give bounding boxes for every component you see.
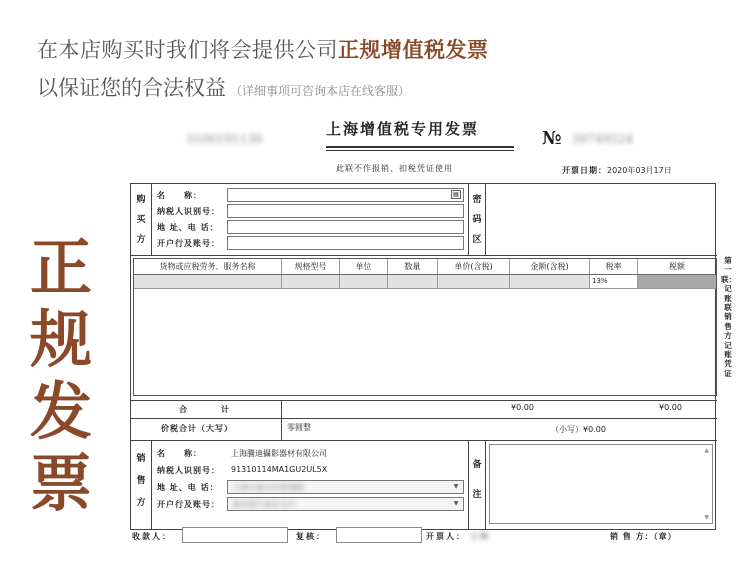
item-unit-cell[interactable]	[340, 275, 388, 289]
buyer-taxid-label: 纳税人识别号：	[157, 206, 220, 216]
title-underline	[326, 146, 514, 148]
buyer-address-field[interactable]	[227, 220, 464, 234]
password-side-text: 密码区	[472, 195, 482, 245]
items-table	[133, 258, 717, 396]
banner-line-2-main: 以保证您的合法权益	[37, 76, 226, 100]
invoice-code: 3100191130	[186, 132, 263, 146]
banner-line-1-plain: 在本店购买时我们将会提供公司	[37, 38, 338, 62]
total-label: 合 计	[179, 404, 235, 414]
checker-field[interactable]	[336, 527, 422, 543]
divider	[281, 418, 282, 440]
big-vertical-title	[30, 232, 100, 520]
col-header-spec: 规格型号	[282, 259, 340, 274]
buyer-address-label: 地 址、电 话：	[157, 222, 219, 232]
items-header	[134, 259, 716, 275]
chevron-down-icon[interactable]: ▼	[453, 483, 459, 490]
issuer-value: 王晓	[470, 531, 490, 541]
seller-bank-label: 开户行及账号：	[157, 499, 220, 509]
item-rate-cell[interactable]: 13%	[590, 275, 638, 289]
divider	[485, 184, 486, 256]
sum-small-label: （小写）	[551, 425, 583, 434]
scroll-down-icon[interactable]: ▼	[704, 514, 709, 521]
checker-label: 复核：	[296, 531, 326, 541]
seller-address-label: 地 址、电 话：	[157, 482, 219, 492]
seller-side-text: 销售方	[136, 454, 146, 508]
sum-small	[551, 424, 606, 435]
buyer-section	[131, 184, 717, 256]
scroll-up-icon[interactable]: ▲	[704, 447, 709, 454]
payee-label: 收款人：	[132, 531, 172, 541]
seller-bank-field[interactable]	[227, 497, 464, 511]
col-header-price: 单价(含税)	[438, 259, 510, 274]
remark-side-label	[469, 450, 485, 510]
buyer-taxid-field[interactable]	[227, 204, 464, 218]
col-header-name: 货物或应税劳务、服务名称	[134, 259, 282, 274]
banner-line-2	[37, 72, 410, 102]
buyer-bank-label: 开户行及账号：	[157, 238, 220, 248]
seller-address-field[interactable]	[227, 480, 464, 494]
item-row[interactable]	[134, 275, 716, 289]
buyer-side-text: 购买方	[136, 195, 146, 245]
seller-address-value: 上海市嘉定区陈翔路	[232, 483, 304, 492]
item-name-cell[interactable]	[134, 275, 282, 289]
divider	[131, 418, 717, 419]
invoice-frame	[130, 183, 716, 530]
divider	[151, 184, 152, 256]
seller-stamp-label: 销 售 方：（章）	[610, 531, 677, 541]
col-header-tax: 税额	[669, 262, 685, 271]
invoice-date	[562, 165, 672, 176]
divider	[281, 400, 282, 418]
seller-section	[131, 440, 717, 530]
item-qty-cell[interactable]	[388, 275, 438, 289]
banner-line-1	[37, 34, 489, 64]
item-amount-cell[interactable]	[510, 275, 590, 289]
col-header-qty: 数量	[388, 259, 438, 274]
big-char-1: 正	[30, 231, 93, 304]
banner-line-1-emphasis: 正规增值税发票	[338, 38, 489, 62]
invoice-number: 39749524	[572, 132, 634, 146]
divider	[485, 440, 486, 530]
divider	[151, 440, 152, 530]
invoice-title: 上海增值税专用发票	[326, 120, 480, 138]
number-symbol: №	[542, 128, 562, 149]
side-note: 第一联：记账联 销售方记账凭证	[721, 256, 740, 378]
invoice-subtitle: 此联不作报销、扣税凭证使用	[336, 164, 453, 173]
sum-words: 零圆整	[287, 423, 311, 432]
seller-taxid-value: 91310114MA1GU2UL5X	[231, 465, 328, 474]
sum-label: 价税合计（大写）	[161, 423, 233, 433]
chevron-down-icon[interactable]: ▼	[453, 500, 459, 507]
item-spec-cell[interactable]	[282, 275, 340, 289]
seller-name-label: 名 称：	[157, 448, 202, 458]
big-char-3: 发	[30, 375, 93, 448]
total-tax: ¥0.00	[659, 403, 682, 412]
big-char-4: 票	[30, 447, 93, 520]
invoice-sample	[126, 110, 740, 550]
password-side-label	[469, 190, 485, 250]
big-char-2: 规	[30, 303, 93, 376]
remark-side-text: 备注	[472, 460, 482, 500]
seller-name-value: 上海騰迪攝影器材有限公司	[231, 449, 327, 458]
payee-field[interactable]	[182, 527, 288, 543]
seller-side-label	[133, 448, 149, 514]
buyer-name-field[interactable]	[227, 188, 464, 202]
date-label: 开票日期：	[562, 165, 607, 175]
buyer-side-label	[133, 190, 149, 250]
col-header-amount: 金额(含税)	[510, 259, 590, 274]
banner-line-2-note: （详细事项可咨询本店在线客服）	[230, 84, 411, 98]
divider	[131, 400, 717, 401]
item-tax-cell	[638, 275, 716, 289]
title-underline-thin	[326, 150, 514, 151]
remark-textarea[interactable]	[489, 444, 713, 524]
buyer-name-label: 名 称：	[157, 190, 202, 200]
lookup-icon[interactable]: ▤	[451, 190, 461, 199]
total-amount: ¥0.00	[511, 403, 534, 412]
buyer-bank-field[interactable]	[227, 236, 464, 250]
issuer-label: 开票人：	[426, 531, 466, 541]
seller-taxid-label: 纳税人识别号：	[157, 465, 220, 475]
col-header-rate: 税率	[590, 259, 638, 274]
item-price-cell[interactable]	[438, 275, 510, 289]
sum-small-value: ¥0.00	[583, 425, 606, 434]
col-header-unit: 单位	[340, 259, 388, 274]
date-value: 2020年03月17日	[607, 166, 672, 175]
seller-bank-value: 建设银行嘉定支行	[232, 500, 296, 509]
